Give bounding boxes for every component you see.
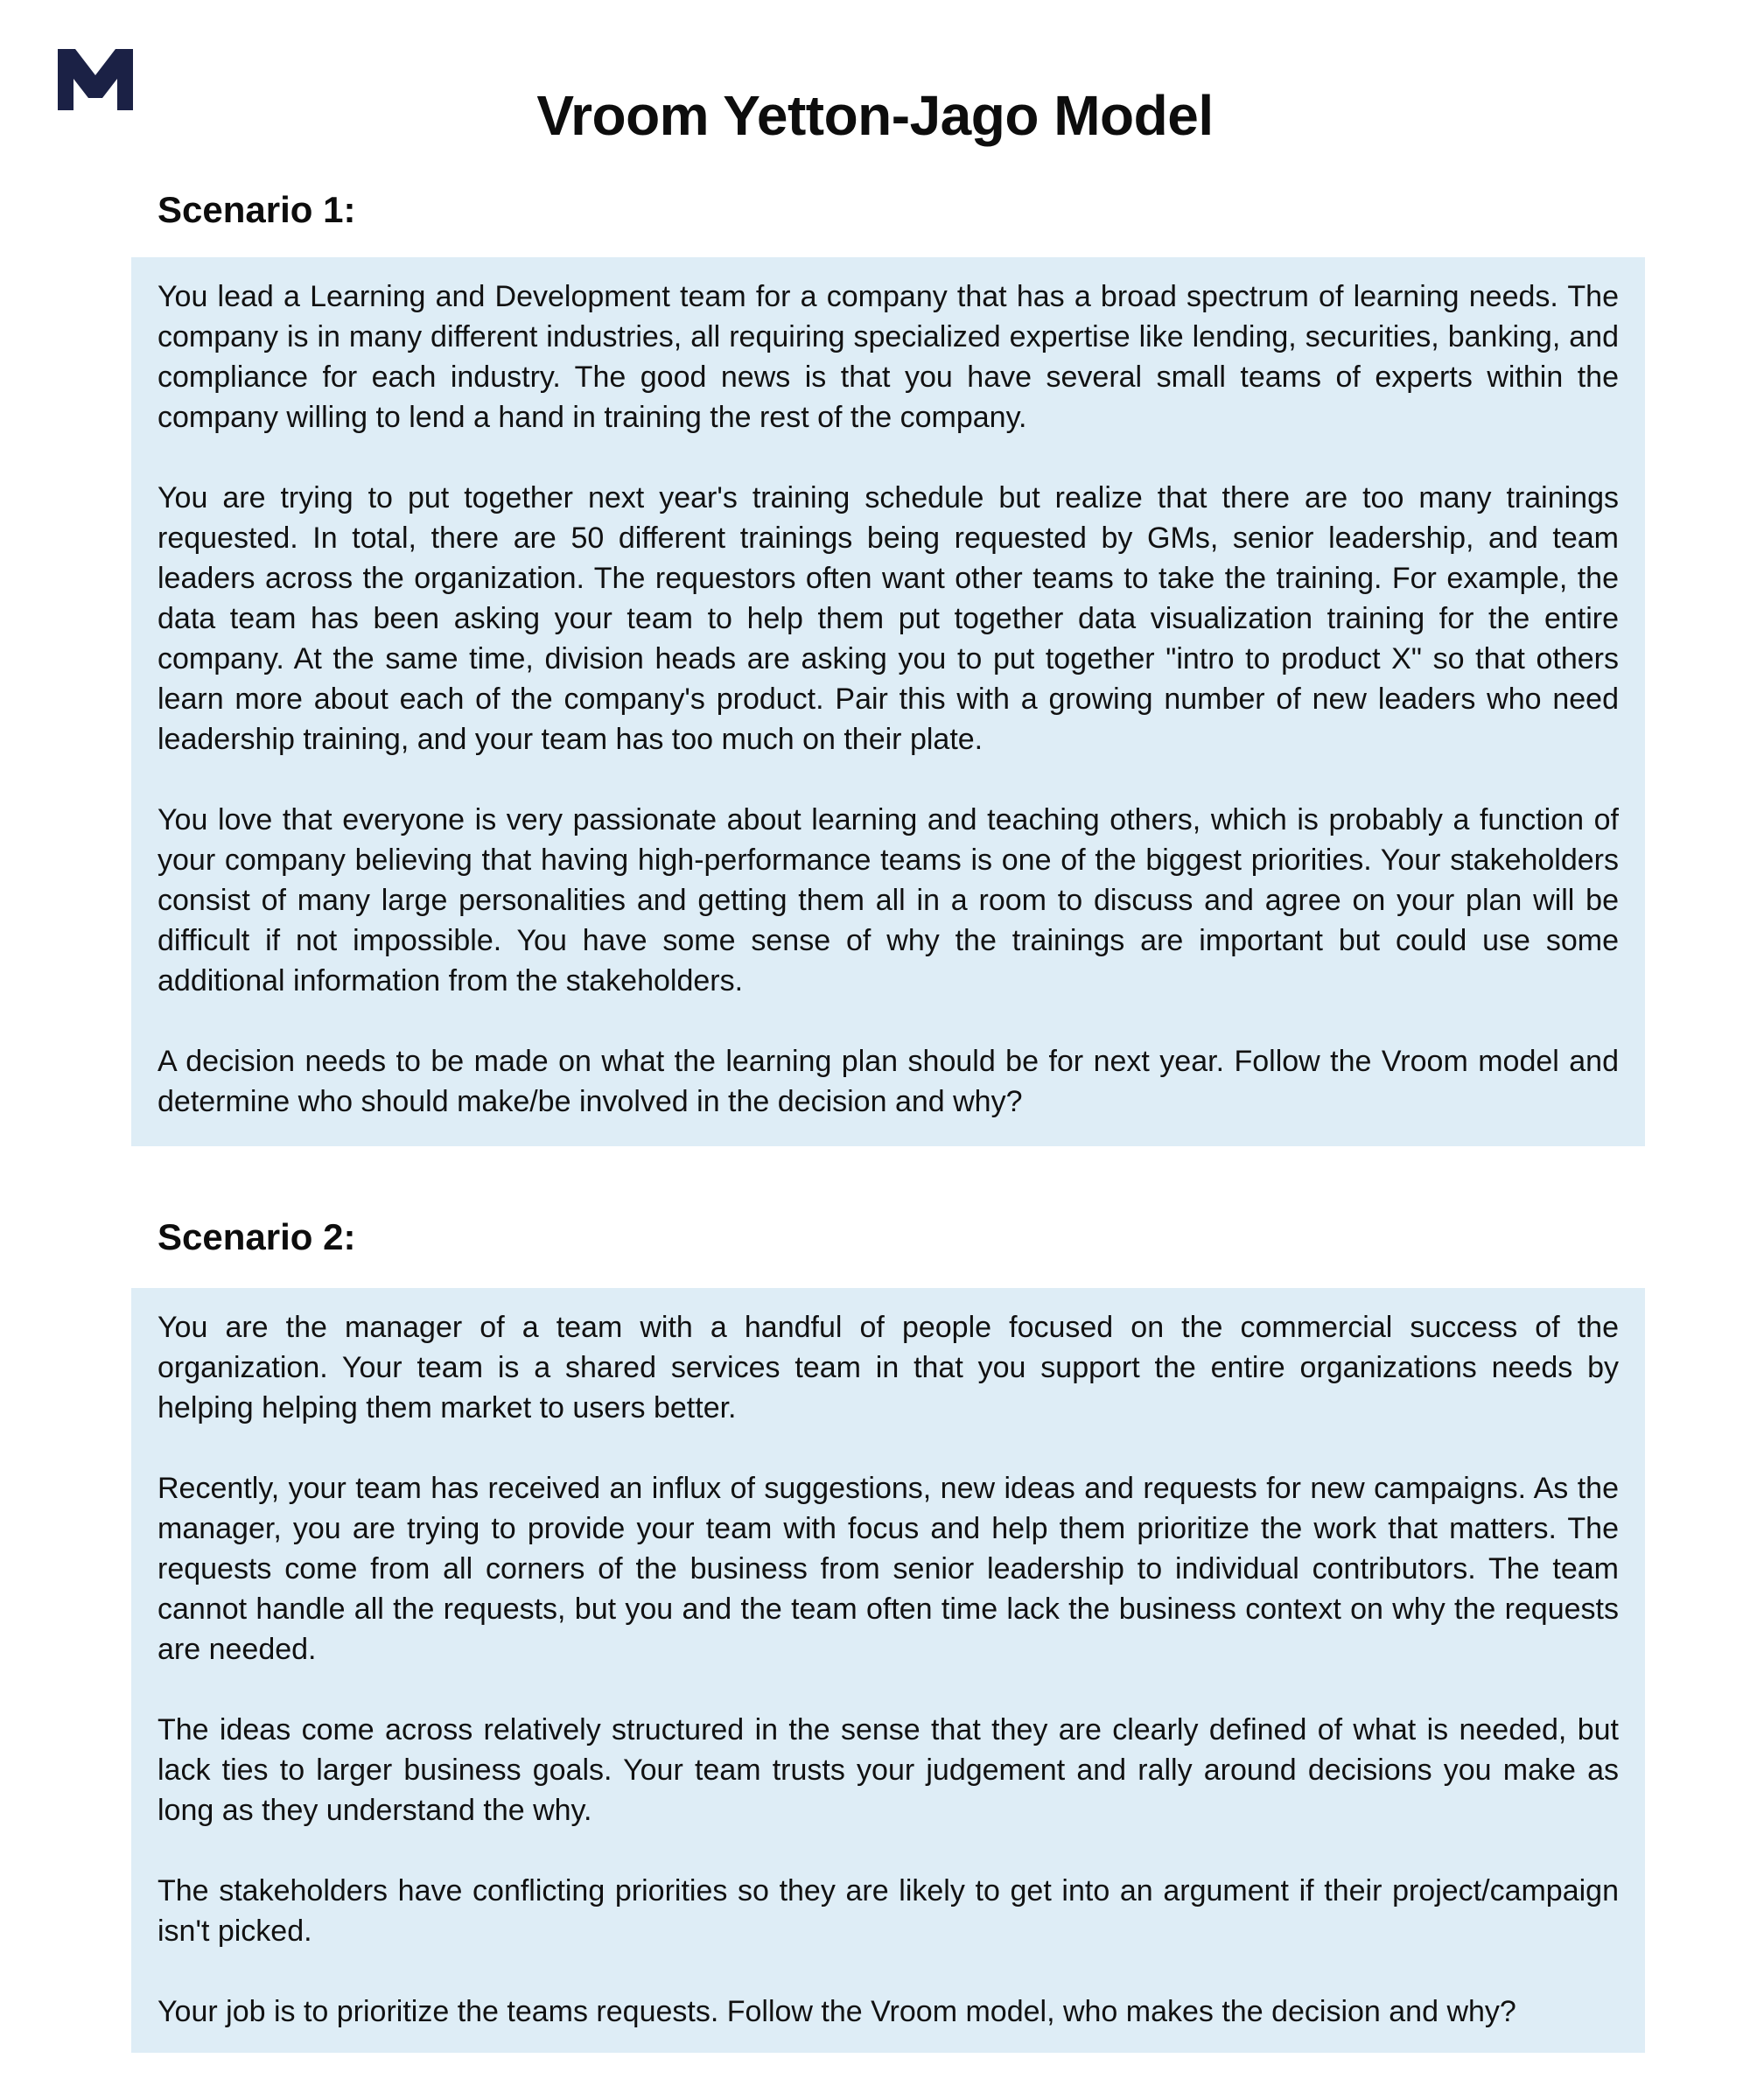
scenario-2-panel [131, 1288, 1645, 2053]
scenario-2-paragraph: The stakeholders have conflicting priorities so they are likely to get into an argument if their project/campaign isn't picked. [158, 1874, 1619, 1948]
scenario-1-paragraph: You love that everyone is very passionate about learning and teaching others, which is probably a function of your company believing that having high-performance teams is one of the biggest priorities. Your stakeholders consist of many large personalities and getting them all in a room to discuss and agree on your plan will be difficult if not impossible. You have some sense of why the trainings are important but could use some additional information from the stakeholders. [158, 803, 1619, 998]
scenario-2-paragraph: The ideas come across relatively structured in the sense that they are clearly defined of what is needed, but lack ties to larger business goals. Your team trusts your judgement and rally around decisions you make as long as they understand the why. [158, 1713, 1619, 1827]
scenario-1-paragraph: You lead a Learning and Development team for a company that has a broad spectrum of learning needs. The company is in many different industries, all requiring specialized expertise like lending, securities, banking, and compliance for each industry. The good news is that you have several small teams of experts within the company willing to lend a hand in training the rest of the company. [158, 280, 1619, 434]
scenario-2-question: Your job is to prioritize the teams requests. Follow the Vroom model, who makes the decision and why? [158, 1995, 1516, 2028]
page-title: Vroom Yetton-Jago Model [536, 84, 1214, 147]
scenario-2-paragraph: You are the manager of a team with a handful of people focused on the commercial success of the organization. Your team is a shared services team in that you support the entire organizations needs by helping helping them market to users better. [158, 1311, 1619, 1424]
scenario-1-paragraph: You are trying to put together next year's training schedule but realize that there are too many trainings requested. In total, there are 50 different trainings being requested by GMs, senior leadership, and team leaders across the organization. The requestors often want other teams to take the training. For example, the data team has been asking your team to help them put together data visualization training for the entire company. At the same time, division heads are asking you to put together "intro to product X" so that others learn more about each of the company's product. Pair this with a growing number of new leaders who need leadership training, and your team has too much on their plate. [158, 481, 1619, 756]
scenario-2-heading: Scenario 2: [158, 1216, 356, 1257]
scenario-1-heading: Scenario 1: [158, 189, 356, 230]
scenario-2-paragraph: Recently, your team has received an influx of suggestions, new ideas and requests for new campaigns. As the manager, you are trying to provide your team with focus and help them prioritize the work that matters. The requests come from all corners of the business from senior leadership to individual contributors. The team cannot handle all the requests, but you and the team often time lack the business context on why the requests are needed. [158, 1472, 1619, 1666]
scenario-1-question: A decision needs to be made on what the learning plan should be for next year. Follow the Vroom model and determine who should make/be involved in the decision and why? [158, 1045, 1619, 1118]
scenario-1-panel [131, 257, 1645, 1146]
